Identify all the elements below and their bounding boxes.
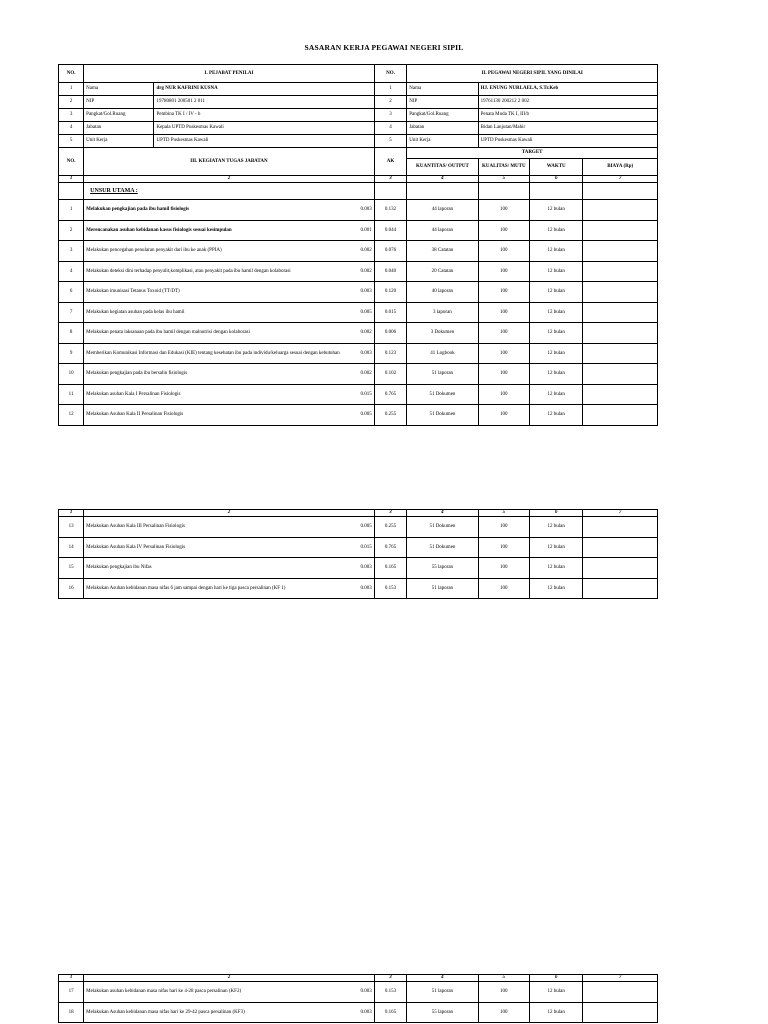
column-numbers	[59, 176, 658, 183]
activity-name: Melakukan pengkajian pada ibu hamil fisiologis	[86, 207, 190, 212]
activity-cell	[84, 343, 375, 364]
activity-angka-kredit: 0.003	[360, 350, 372, 356]
dinilai-label: Nama	[407, 83, 478, 96]
col-number: 2	[84, 510, 375, 517]
activity-waktu: 12 bulan	[529, 302, 582, 323]
penilai-value: drg NUR KAFRINI KUSNA	[154, 83, 374, 96]
activity-ak: 0.132	[374, 200, 407, 221]
dinilai-no: 3	[374, 109, 407, 122]
col-number: 4	[407, 510, 478, 517]
dinilai-label: Jabatan	[407, 122, 478, 135]
activity-biaya	[583, 1002, 658, 1023]
col-number: 1	[59, 975, 84, 982]
activity-output: 51 laporan	[407, 364, 478, 385]
activity-no: 4	[59, 261, 84, 282]
activity-no: 15	[59, 558, 84, 579]
activity-cell	[84, 282, 375, 303]
activity-row	[59, 578, 658, 599]
column-numbers	[59, 975, 658, 982]
col-number: 3	[374, 975, 407, 982]
header-no-left: NO.	[59, 65, 84, 83]
activity-row	[59, 517, 658, 538]
dinilai-value: UPTD Puskesmas Kawali	[478, 135, 657, 148]
kegiatan-header-waktu: WAKTU	[529, 159, 582, 176]
col-number: 7	[583, 975, 658, 982]
activity-ak: 0.120	[374, 282, 407, 303]
activity-cell	[84, 1002, 375, 1023]
activity-mutu: 100	[478, 364, 529, 385]
activity-angka-kredit: 0.003	[360, 207, 372, 212]
activity-no: 2	[59, 220, 84, 241]
dinilai-label: Unit Kerja	[407, 135, 478, 148]
activity-ak: 0.044	[374, 220, 407, 241]
activity-mutu: 100	[478, 517, 529, 538]
activity-waktu: 12 bulan	[529, 558, 583, 579]
activity-biaya	[583, 578, 658, 599]
activity-ak: 0.123	[374, 343, 407, 364]
dinilai-value: Penata Muda TK I, III/b	[478, 109, 657, 122]
unsur-utama-no-cell	[59, 183, 84, 200]
penilai-label: Pangkat/Gol.Ruang	[84, 109, 154, 122]
activity-name: Melakukan pencegahan penularan penyakit dari ibu ke anak (PPIA)	[86, 248, 222, 253]
penilai-no: 2	[59, 96, 84, 109]
activity-angka-kredit: 0.001	[360, 227, 372, 233]
col-number: 6	[529, 176, 582, 183]
activity-name: Melakukan asuhan Kala I Persalinan Fisiologis	[86, 391, 181, 397]
activity-ak: 0.153	[374, 578, 407, 599]
activity-name: Melakukan kegiatan asuhan pada kelas ibu hamil	[86, 309, 185, 315]
activity-cell	[84, 200, 375, 221]
activity-biaya	[583, 982, 658, 1003]
activity-biaya	[583, 558, 658, 579]
col-number: 1	[59, 176, 84, 183]
dinilai-no: 1	[374, 83, 407, 96]
activity-no: 1	[59, 200, 84, 221]
activity-cell	[84, 537, 375, 558]
activity-output: 51 Dokumen	[407, 405, 478, 426]
activity-waktu: 12 bulan	[529, 537, 583, 558]
col-number: 4	[407, 176, 478, 183]
activity-angka-kredit: 0.003	[360, 989, 372, 994]
activity-angka-kredit: 0.002	[360, 330, 372, 335]
activity-biaya	[583, 343, 658, 364]
activity-row	[59, 558, 658, 579]
activity-cell	[84, 220, 375, 241]
activity-waktu: 12 bulan	[529, 364, 582, 385]
activity-row	[59, 405, 658, 426]
identity-row	[59, 83, 658, 96]
skp-table-page-2	[58, 509, 658, 599]
activity-name: Melakukan Asuhan Kala III Persalinan Fisiologis	[86, 524, 185, 529]
activity-name: Memberikan Komunikasi Informasi dan Edukasi (KIE) tentang kesehatan ibu pada individu/keluarga sesuai dengan kebutuhan	[86, 350, 340, 356]
activity-no: 6	[59, 282, 84, 303]
header-no-right: NO.	[374, 65, 407, 83]
activity-name: Melakukan asuhan kebidanan masa nifas hari ke 4-28 pasca persalinan (KF2)	[86, 989, 242, 994]
activity-waktu: 12 bulan	[529, 220, 582, 241]
activity-output: 51 laporan	[407, 982, 478, 1003]
activity-row	[59, 982, 658, 1003]
activity-mutu: 100	[478, 578, 529, 599]
identity-row	[59, 122, 658, 135]
dinilai-label: NIP	[407, 96, 478, 109]
activity-output: 44 laporan	[407, 200, 478, 221]
dinilai-value: Bidan Lanjutan/Mahir	[478, 122, 657, 135]
activity-output: 3 Dokumen	[407, 323, 478, 344]
activity-mutu: 100	[478, 537, 529, 558]
header-pegawai-dinilai: II. PEGAWAI NEGERI SIPIL YANG DINILAI	[407, 65, 658, 83]
activity-ak: 0.765	[374, 384, 407, 405]
dinilai-no: 4	[374, 122, 407, 135]
activity-name: Melakukan imunisasi Tetanus Toxoid (TT/DT)	[86, 289, 180, 294]
kegiatan-header-biaya: BIAYA (Rp)	[583, 159, 658, 176]
activity-row	[59, 537, 658, 558]
activity-ak: 0.765	[374, 537, 407, 558]
activity-angka-kredit: 0.003	[360, 585, 372, 591]
activity-cell	[84, 517, 375, 538]
kegiatan-header-no: NO.	[59, 148, 84, 176]
identity-row	[59, 109, 658, 122]
activity-output: 41 Logbook	[407, 343, 478, 364]
col-number: 3	[374, 510, 407, 517]
activity-waktu: 12 bulan	[529, 1002, 583, 1023]
activity-cell	[84, 241, 375, 262]
col-number: 2	[84, 176, 375, 183]
activity-waktu: 12 bulan	[529, 323, 582, 344]
activity-angka-kredit: 0.002	[360, 371, 372, 376]
activity-biaya	[583, 364, 658, 385]
activity-cell	[84, 578, 375, 599]
activity-biaya	[583, 405, 658, 426]
activity-no: 3	[59, 241, 84, 262]
activity-name: Melakukan pengkajian ibu Nifas	[86, 565, 152, 570]
activity-waktu: 12 bulan	[529, 517, 583, 538]
dinilai-value: 19761130 200212 2 002	[478, 96, 657, 109]
activity-no: 8	[59, 323, 84, 344]
penilai-label: Jabatan	[84, 122, 154, 135]
activity-mutu: 100	[478, 261, 529, 282]
col-number: 4	[407, 975, 478, 982]
activity-row	[59, 364, 658, 385]
activity-cell	[84, 558, 375, 579]
penilai-value: UPTD Puskesmas Kawali	[154, 135, 374, 148]
activity-ak: 0.076	[374, 241, 407, 262]
kegiatan-header-title: III. KEGIATAN TUGAS JABATAN	[84, 148, 375, 176]
penilai-no: 3	[59, 109, 84, 122]
activity-output: 44 laporan	[407, 220, 478, 241]
activity-name: Merencanakan asuhan kebidanan kasus fisiologis sesuai kesimpulan	[86, 227, 232, 233]
activity-output: 51 laporan	[407, 578, 478, 599]
activity-cell	[84, 323, 375, 344]
column-number-row	[59, 510, 658, 517]
activity-mutu: 100	[478, 343, 529, 364]
activity-biaya	[583, 323, 658, 344]
activity-waktu: 12 bulan	[529, 578, 583, 599]
activity-output: 51 Dokumen	[407, 517, 478, 538]
activity-angka-kredit: 0.002	[360, 248, 372, 253]
activity-no: 14	[59, 537, 84, 558]
activity-mutu: 100	[478, 282, 529, 303]
activity-waktu: 12 bulan	[529, 405, 582, 426]
activity-name: Melakukan deteksi dini terhadap penyulit,komplikasi, atau penyakit pada ibu hamil dengan kolaborasi	[86, 268, 291, 274]
activity-biaya	[583, 282, 658, 303]
activity-ak: 0.040	[374, 261, 407, 282]
header-pejabat-penilai: I. PEJABAT PENILAI	[84, 65, 375, 83]
activity-output: 55 laporan	[407, 558, 478, 579]
column-number-row	[59, 176, 658, 183]
activity-row	[59, 323, 658, 344]
activity-row	[59, 241, 658, 262]
dinilai-value: HJ. ENUNG NURLAELA, S.Tr.Keb	[478, 83, 657, 96]
activity-mutu: 100	[478, 982, 529, 1003]
kegiatan-header-kualitas: KUALITAS/ MUTU	[478, 159, 529, 176]
document-title: SASARAN KERJA PEGAWAI NEGERI SIPIL	[304, 43, 464, 52]
activity-mutu: 100	[478, 405, 529, 426]
col-number: 1	[59, 510, 84, 517]
activity-angka-kredit: 0.005	[360, 524, 372, 529]
activity-angka-kredit: 0.002	[360, 268, 372, 274]
dinilai-label: Pangkat/Gol.Ruang	[407, 109, 478, 122]
activity-cell	[84, 261, 375, 282]
col-number: 6	[529, 975, 583, 982]
kegiatan-header-target: TARGET	[407, 148, 658, 159]
activity-cell	[84, 364, 375, 385]
activity-output: 51 Dokumen	[407, 537, 478, 558]
activity-name: Melakukan Asuhan Kala IV Persalinan Fisiologis	[86, 544, 186, 550]
col-number: 3	[374, 176, 407, 183]
activity-angka-kredit: 0.005	[360, 412, 372, 417]
activity-no: 10	[59, 364, 84, 385]
col-number: 5	[478, 510, 529, 517]
identity-row	[59, 135, 658, 148]
activity-no: 13	[59, 517, 84, 538]
penilai-value: Kepala UPTD Puskesmas Kawali	[154, 122, 374, 135]
col-number: 2	[84, 975, 375, 982]
activity-angka-kredit: 0.003	[360, 565, 372, 570]
activity-output: 51 Dokumen	[407, 384, 478, 405]
activity-output: 55 laporan	[407, 1002, 478, 1023]
activity-ak: 0.165	[374, 558, 407, 579]
col-number: 6	[529, 510, 583, 517]
penilai-no: 1	[59, 83, 84, 96]
column-numbers	[59, 510, 658, 517]
activity-biaya	[583, 537, 658, 558]
activity-ak: 0.153	[374, 982, 407, 1003]
unsur-utama-label: UNSUR UTAMA :	[90, 187, 138, 194]
penilai-label: Nama	[84, 83, 154, 96]
activity-no: 9	[59, 343, 84, 364]
activity-row	[59, 282, 658, 303]
dinilai-no: 5	[374, 135, 407, 148]
dinilai-no: 2	[374, 96, 407, 109]
activity-output: 40 laporan	[407, 282, 478, 303]
activity-biaya	[583, 302, 658, 323]
activity-ak: 0.006	[374, 323, 407, 344]
penilai-no: 4	[59, 122, 84, 135]
activity-no: 12	[59, 405, 84, 426]
activity-no: 16	[59, 578, 84, 599]
activity-biaya	[583, 241, 658, 262]
activity-output: 38 Catatan	[407, 241, 478, 262]
activity-no: 17	[59, 982, 84, 1003]
activity-ak: 0.255	[374, 405, 407, 426]
activity-cell	[84, 982, 375, 1003]
activity-mutu: 100	[478, 200, 529, 221]
activity-rows-page-3	[59, 982, 658, 1023]
col-number: 7	[583, 510, 658, 517]
col-number: 5	[478, 975, 529, 982]
penilai-value: 19780801 200501 2 011	[154, 96, 374, 109]
activity-waktu: 12 bulan	[529, 200, 582, 221]
activity-mutu: 100	[478, 241, 529, 262]
activity-row	[59, 384, 658, 405]
activity-mutu: 100	[478, 1002, 529, 1023]
activity-cell	[84, 302, 375, 323]
activity-angka-kredit: 0.003	[360, 289, 372, 294]
activity-row	[59, 200, 658, 221]
identity-row	[59, 96, 658, 109]
skp-table-page-1	[58, 64, 658, 426]
activity-mutu: 100	[478, 302, 529, 323]
activity-ak: 0.255	[374, 517, 407, 538]
activity-ak: 0.015	[374, 302, 407, 323]
activity-output: 20 Catatan	[407, 261, 478, 282]
activity-waktu: 12 bulan	[529, 241, 582, 262]
activity-waktu: 12 bulan	[529, 282, 582, 303]
activity-ak: 0.102	[374, 364, 407, 385]
activity-rows-page-1	[59, 200, 658, 426]
activity-waktu: 12 bulan	[529, 261, 582, 282]
activity-mutu: 100	[478, 558, 529, 579]
activity-biaya	[583, 384, 658, 405]
unsur-utama-cell	[84, 183, 375, 200]
activity-name: Melakukan Asuhan Kala II Persalinan Fisiologis	[86, 412, 184, 417]
col-number: 7	[583, 176, 658, 183]
activity-no: 11	[59, 384, 84, 405]
activity-name: Melakukan penata laksanaan pada ibu hamil dengan malnutrisi dengan kolaborasi	[86, 330, 250, 335]
activity-waktu: 12 bulan	[529, 343, 582, 364]
activity-row	[59, 261, 658, 282]
activity-angka-kredit: 0.015	[360, 391, 372, 397]
activity-biaya	[583, 220, 658, 241]
activity-angka-kredit: 0.005	[360, 309, 372, 315]
penilai-value: Pembina TK I / IV - b	[154, 109, 374, 122]
activity-output: 3 laporan	[407, 302, 478, 323]
activity-angka-kredit: 0.015	[360, 544, 372, 550]
activity-row	[59, 220, 658, 241]
activity-no: 7	[59, 302, 84, 323]
column-number-row	[59, 975, 658, 982]
activity-name: Melakukan pengkajian pada ibu bersalin fisiologis	[86, 371, 188, 376]
activity-mutu: 100	[478, 384, 529, 405]
kegiatan-header-ak: AK	[374, 148, 407, 176]
activity-mutu: 100	[478, 220, 529, 241]
activity-cell	[84, 384, 375, 405]
activity-waktu: 12 bulan	[529, 384, 582, 405]
penilai-label: NIP	[84, 96, 154, 109]
activity-rows-page-2	[59, 517, 658, 599]
identity-section	[59, 83, 658, 148]
activity-name: Melakukan Asuhan kebidanan masa nifas hari ke 29-42 pasca persalinan (KF3)	[86, 1009, 245, 1015]
activity-ak: 0.165	[374, 1002, 407, 1023]
activity-mutu: 100	[478, 323, 529, 344]
activity-row	[59, 343, 658, 364]
col-number: 5	[478, 176, 529, 183]
activity-biaya	[583, 261, 658, 282]
activity-biaya	[583, 517, 658, 538]
penilai-label: Unit Kerja	[84, 135, 154, 148]
activity-waktu: 12 bulan	[529, 982, 583, 1003]
activity-angka-kredit: 0.003	[360, 1009, 372, 1015]
activity-biaya	[583, 200, 658, 221]
penilai-no: 5	[59, 135, 84, 148]
activity-row	[59, 302, 658, 323]
activity-no: 18	[59, 1002, 84, 1023]
activity-cell	[84, 405, 375, 426]
skp-table-page-3	[58, 974, 658, 1023]
kegiatan-header-kuantitas: KUANTITAS/ OUTPUT	[407, 159, 478, 176]
activity-row	[59, 1002, 658, 1023]
activity-name: Melakukan Asuhan kebidanan masa nifas 6 jam sampai dengan hari ke tiga pasca persalinan (KF 1)	[86, 585, 286, 591]
